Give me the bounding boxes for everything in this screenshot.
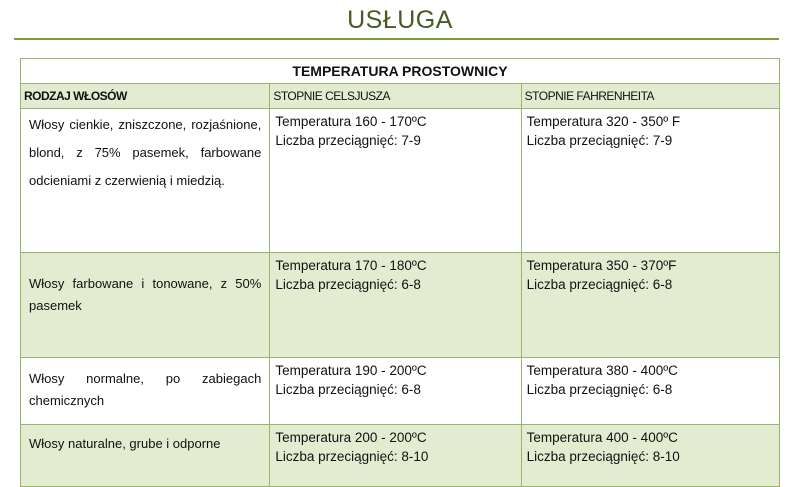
fahrenheit-cell — [521, 109, 779, 253]
column-header-fahrenheit: STOPNIE FAHRENHEITA — [521, 84, 779, 109]
fahrenheit-passes: Liczba przeciągnięć: 6-8 — [526, 277, 673, 292]
celsius-temperature: Temperatura 160 - 170ºC — [275, 114, 427, 129]
column-header-celsius: STOPNIE CELSJUSZA — [270, 84, 521, 109]
title-divider — [14, 38, 779, 40]
celsius-cell — [270, 358, 521, 425]
celsius-passes: Liczba przeciągnięć: 7-9 — [275, 133, 421, 148]
fahrenheit-cell — [521, 253, 779, 358]
table-row — [21, 425, 780, 487]
fahrenheit-temperature: Temperatura 350 - 370ºF — [526, 258, 677, 273]
table-row — [21, 358, 780, 425]
table-row — [21, 253, 780, 358]
hair-type-cell: Włosy naturalne, grube i odporne — [21, 425, 270, 487]
hair-type-cell: Włosy normalne, po zabiegach chemicznych — [21, 358, 270, 425]
temperature-table — [20, 58, 780, 487]
table-heading: TEMPERATURA PROSTOWNICY — [21, 59, 780, 84]
celsius-temperature: Temperatura 170 - 180ºC — [275, 258, 427, 273]
page-title: USŁUGA — [347, 6, 453, 34]
column-header-hair-type: RODZAJ WŁOSÓW — [21, 84, 270, 109]
celsius-passes: Liczba przeciągnięć: 8-10 — [275, 449, 429, 464]
fahrenheit-passes: Liczba przeciągnięć: 6-8 — [526, 382, 673, 397]
table-row — [21, 109, 780, 253]
hair-type-cell: Włosy cienkie, zniszczone, rozjaśnione, blond, z 75% pasemek, farbowane odcieniami z czerwienią i miedzią. — [21, 109, 270, 253]
celsius-temperature: Temperatura 190 - 200ºC — [275, 363, 427, 378]
celsius-cell — [270, 253, 521, 358]
fahrenheit-temperature: Temperatura 320 - 350º F — [526, 114, 681, 129]
celsius-passes: Liczba przeciągnięć: 6-8 — [275, 277, 421, 292]
fahrenheit-temperature: Temperatura 400 - 400ºC — [526, 430, 678, 445]
fahrenheit-cell — [521, 358, 779, 425]
fahrenheit-temperature: Temperatura 380 - 400ºC — [526, 363, 678, 378]
fahrenheit-cell — [521, 425, 779, 487]
celsius-cell — [270, 425, 521, 487]
fahrenheit-passes: Liczba przeciągnięć: 8-10 — [526, 449, 680, 464]
celsius-cell — [270, 109, 521, 253]
celsius-passes: Liczba przeciągnięć: 6-8 — [275, 382, 421, 397]
celsius-temperature: Temperatura 200 - 200ºC — [275, 430, 427, 445]
hair-type-cell: Włosy farbowane i tonowane, z 50% pasemek — [21, 253, 270, 358]
fahrenheit-passes: Liczba przeciągnięć: 7-9 — [526, 133, 673, 148]
